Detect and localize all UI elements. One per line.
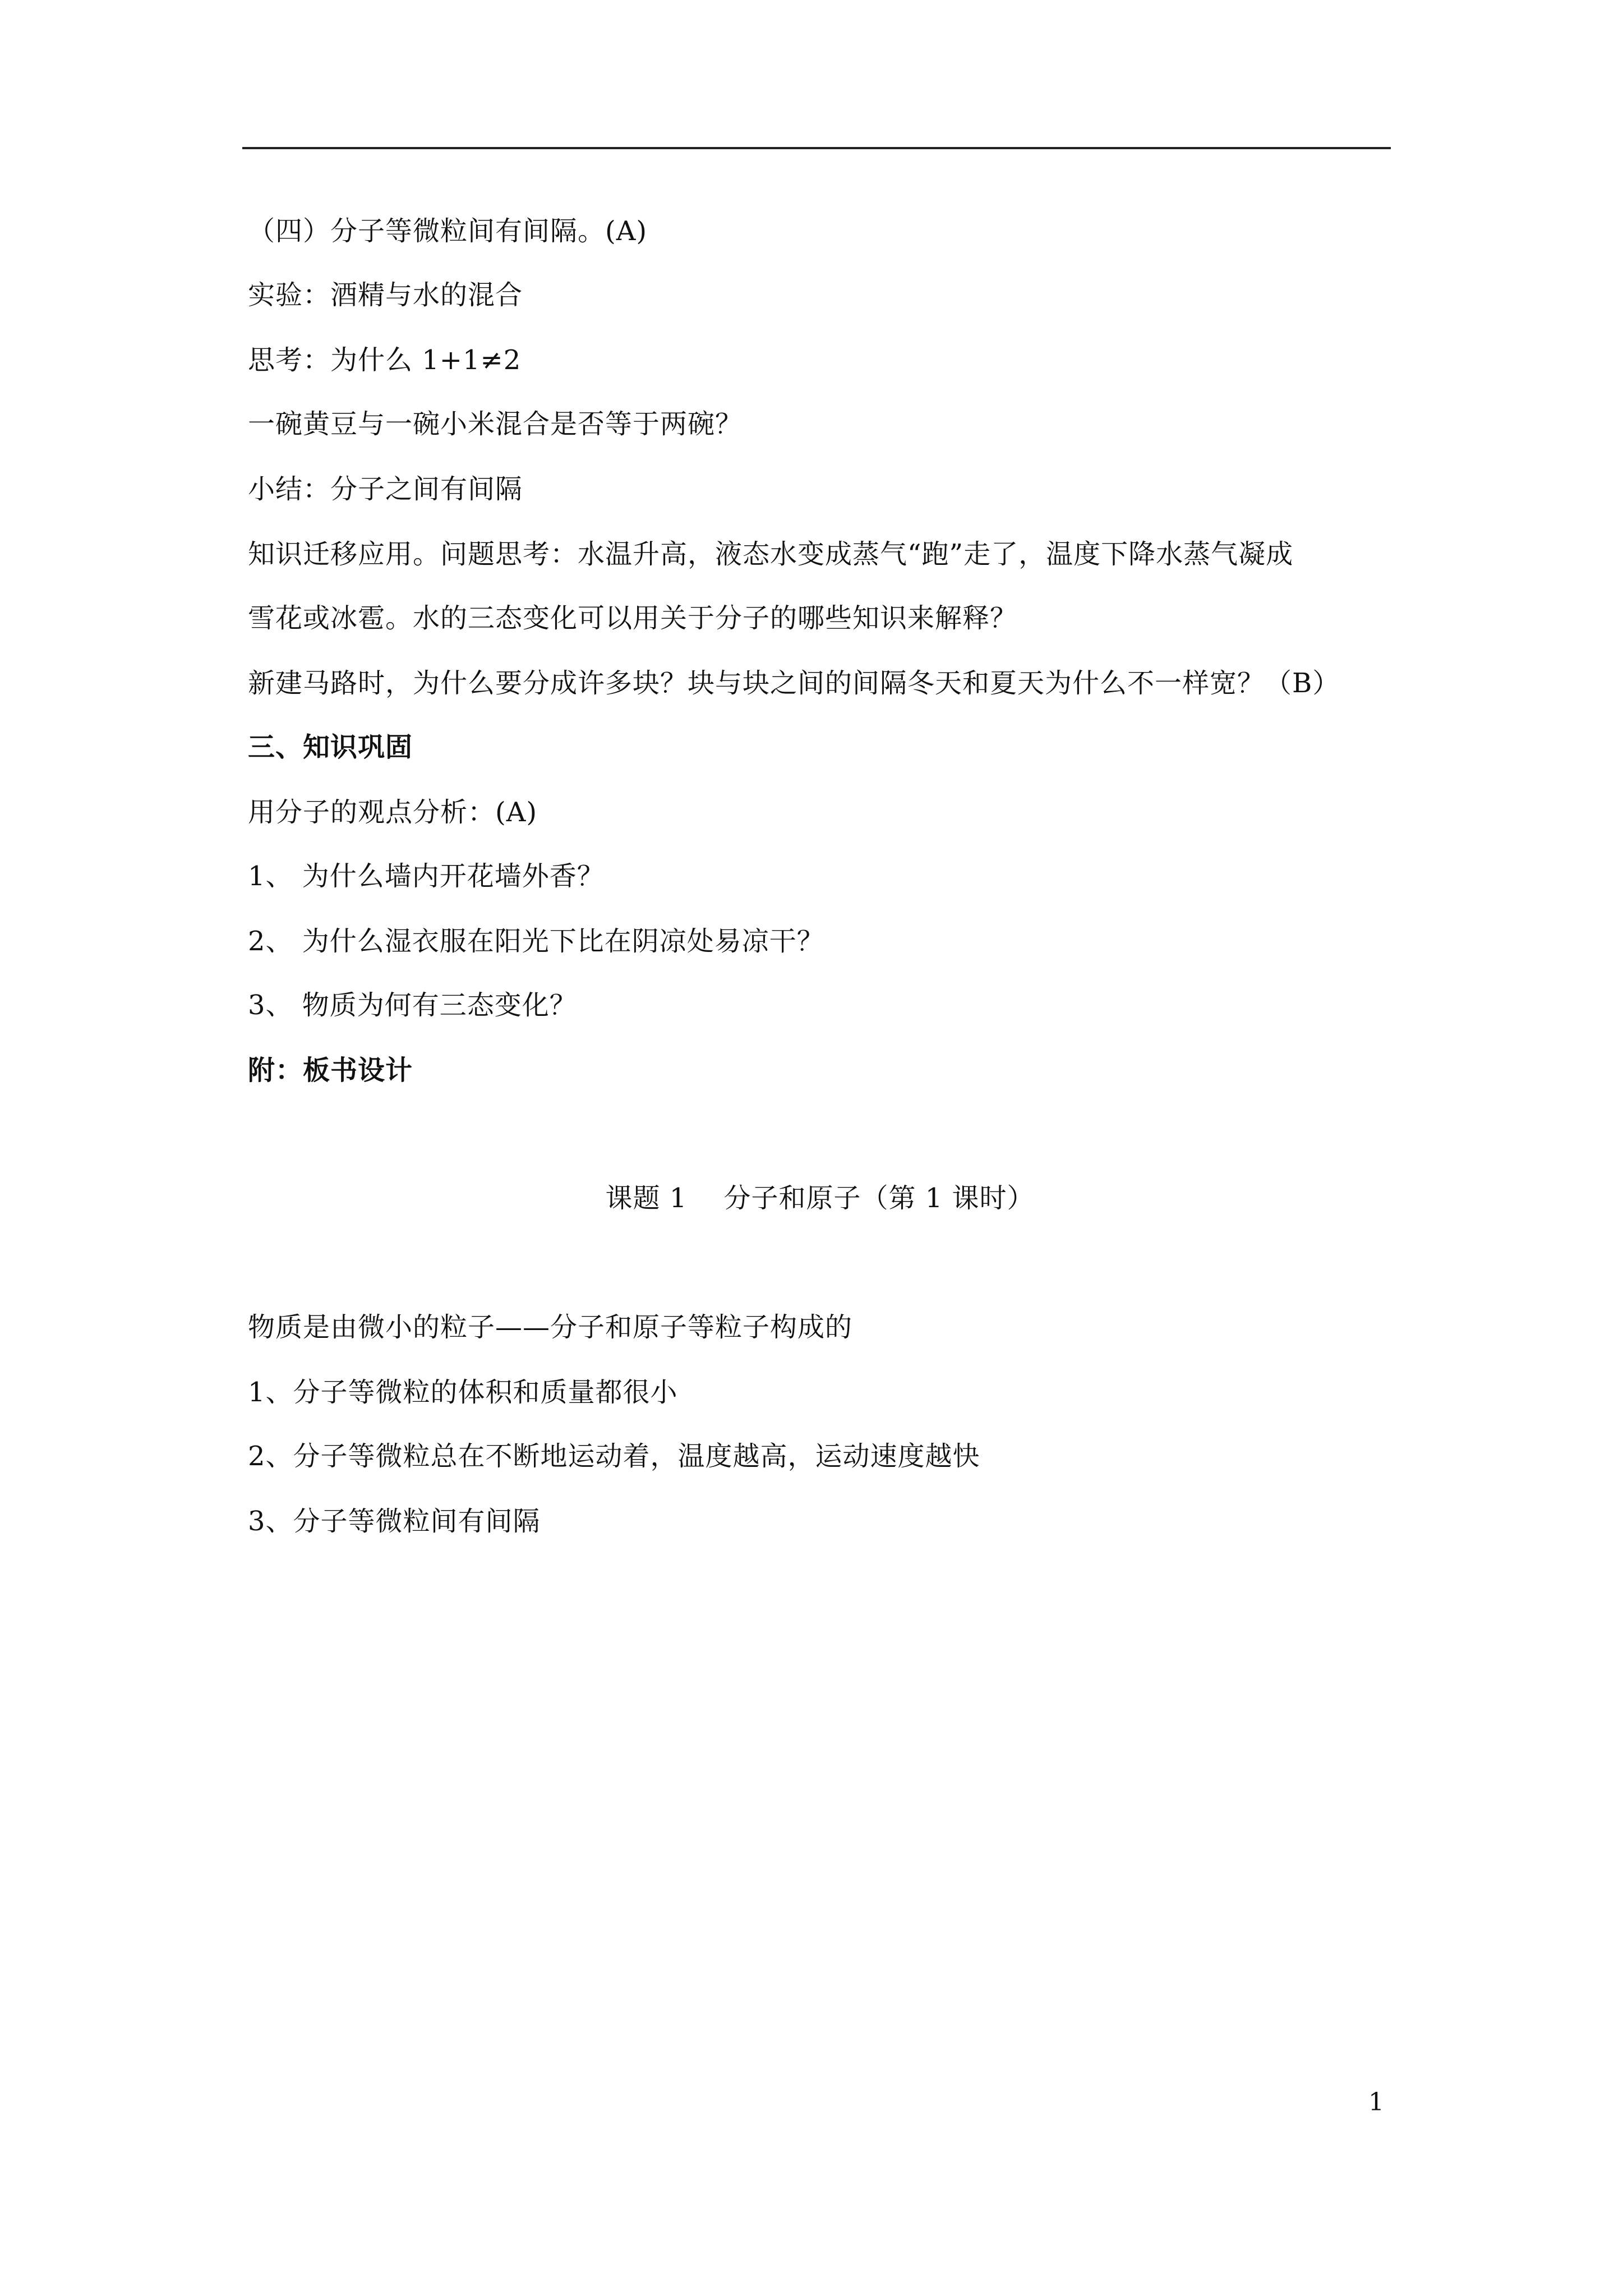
board-point: 3、分子等微粒间有间隔: [248, 1506, 541, 1537]
exercise-intro: 用分子的观点分析：(A): [248, 797, 538, 828]
section-heading: 三、知识巩固: [248, 731, 413, 763]
board-summary: 物质是由微小的粒子——分子和原子等粒子构成的: [248, 1312, 853, 1343]
application-line-1: 知识迁移应用。问题思考：水温升高，液态水变成蒸气“跑”走了，温度下降水蒸气凝成: [248, 539, 1294, 570]
experiment-line: 实验：酒精与水的混合: [248, 279, 523, 311]
board-point: 1、分子等微粒的体积和质量都很小: [248, 1377, 678, 1408]
application-line-2: 雪花或冰雹。水的三态变化可以用关于分子的哪些知识来解释？: [248, 602, 1018, 634]
road-question-line: 新建马路时，为什么要分成许多块？块与块之间的间隔冬天和夏天为什么不一样宽？（B）: [248, 668, 1340, 699]
exercise-item: 1、 为什么墙内开花墙外香？: [248, 861, 605, 892]
subsection-heading: （四）分子等微粒间有间隔。(A): [248, 215, 648, 247]
header-rule: [242, 147, 1391, 149]
board-point: 2、分子等微粒总在不断地运动着，温度越高，运动速度越快: [248, 1441, 980, 1472]
exercise-item: 3、 物质为何有三态变化？: [248, 990, 577, 1021]
board-title: 课题 1 分子和原子（第 1 课时）: [605, 1182, 1035, 1214]
think-line: 思考：为什么 1+1≠2: [248, 344, 522, 376]
exercise-item: 2、 为什么湿衣服在阳光下比在阴凉处易凉干？: [248, 926, 824, 957]
appendix-heading: 附：板书设计: [248, 1055, 413, 1086]
summary-line: 小结：分子之间有间隔: [248, 473, 523, 505]
page-number: 1: [1368, 2088, 1384, 2116]
question-line: 一碗黄豆与一碗小米混合是否等于两碗？: [248, 408, 743, 440]
